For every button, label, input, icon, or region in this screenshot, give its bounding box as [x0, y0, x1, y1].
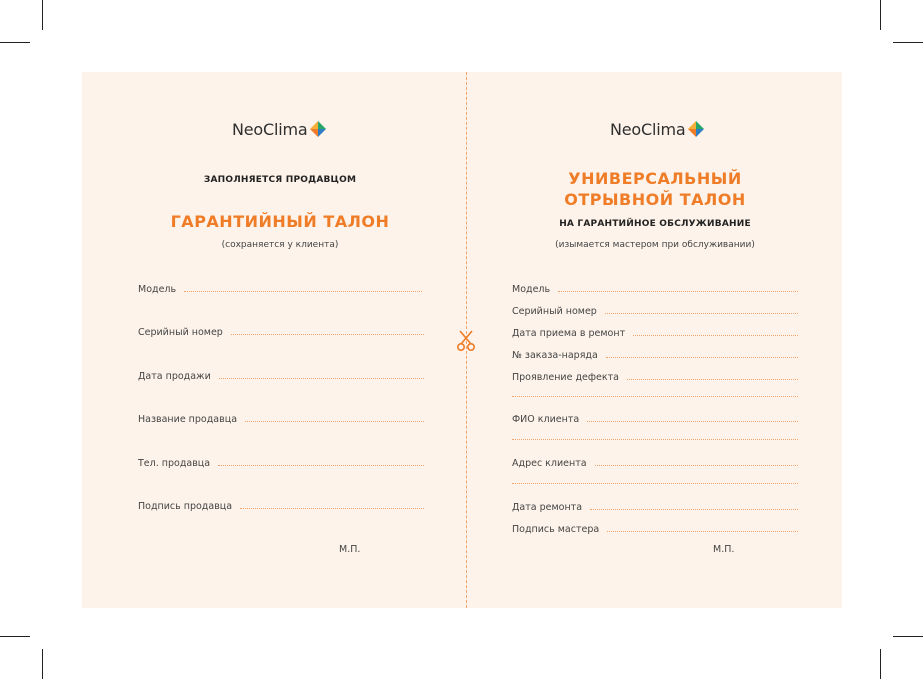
- stamp-placeholder: М.П.: [339, 544, 361, 555]
- field-label: Серийный номер: [512, 306, 597, 317]
- field-label: ФИО клиента: [512, 414, 580, 425]
- field-serial-number[interactable]: [512, 304, 798, 318]
- input-line: [605, 313, 798, 314]
- right-subtitle: (изымается мастером при обслуживании): [555, 240, 755, 250]
- field-seller-phone[interactable]: [138, 456, 424, 470]
- crop-mark: [893, 42, 923, 43]
- field-label: Дата приема в ремонт: [512, 328, 626, 339]
- input-line: [587, 421, 798, 422]
- field-model[interactable]: [138, 282, 422, 296]
- crop-mark: [880, 649, 881, 679]
- field-seller-name[interactable]: [138, 412, 424, 426]
- crop-mark: [0, 636, 30, 637]
- field-label: Подпись мастера: [512, 524, 600, 535]
- scissors-icon: [456, 329, 476, 353]
- filled-by-label: ЗАПОЛНЯЕТСЯ ПРОДАВЦОМ: [203, 175, 357, 185]
- input-line: [240, 508, 424, 509]
- field-label: Дата продажи: [138, 371, 211, 382]
- input-line: [590, 509, 798, 510]
- input-line: [595, 465, 798, 466]
- field-repair-received-date[interactable]: [512, 326, 798, 340]
- field-label: Название продавца: [138, 414, 238, 425]
- field-label: Подпись продавца: [138, 501, 233, 512]
- field-technician-signature[interactable]: [512, 522, 798, 536]
- field-label: Проявление дефекта: [512, 372, 619, 383]
- right-caption: НА ГАРАНТИЙНОЕ ОБСЛУЖИВАНИЕ: [559, 219, 751, 229]
- input-line: [558, 291, 798, 292]
- field-label: Тел. продавца: [138, 458, 211, 469]
- field-model[interactable]: [512, 282, 798, 296]
- extra-input-line[interactable]: [512, 396, 798, 397]
- field-repair-date[interactable]: [512, 500, 798, 514]
- right-title-line2: ОТРЫВНОЙ ТАЛОН: [564, 190, 746, 209]
- right-title-line1: УНИВЕРСАЛЬНЫЙ: [568, 169, 742, 188]
- input-line: [184, 291, 422, 292]
- brand-logo: [232, 118, 326, 140]
- brand-logo: [610, 118, 704, 140]
- neoclima-diamond-icon: [310, 121, 326, 137]
- extra-input-line[interactable]: [512, 483, 798, 484]
- field-defect-description[interactable]: [512, 370, 798, 384]
- field-sale-date[interactable]: [138, 369, 424, 383]
- input-line: [245, 421, 424, 422]
- stamp-placeholder: М.П.: [713, 544, 735, 555]
- input-line: [633, 335, 798, 336]
- field-label: Модель: [138, 284, 177, 295]
- field-seller-signature[interactable]: [138, 499, 424, 513]
- extra-input-line[interactable]: [512, 439, 798, 440]
- field-client-address[interactable]: [512, 456, 798, 470]
- neoclima-diamond-icon: [688, 121, 704, 137]
- field-client-name[interactable]: [512, 412, 798, 426]
- field-label: Адрес клиента: [512, 458, 587, 469]
- left-subtitle: (сохраняется у клиента): [221, 240, 339, 250]
- crop-mark: [42, 0, 43, 30]
- crop-mark: [880, 0, 881, 30]
- crop-mark: [42, 649, 43, 679]
- field-label: № заказа-наряда: [512, 350, 598, 361]
- brand-wordmark: NeoClima: [610, 119, 686, 139]
- field-label: Серийный номер: [138, 327, 223, 338]
- input-line: [231, 334, 424, 335]
- warranty-sheet: [82, 72, 842, 608]
- input-line: [606, 357, 798, 358]
- field-serial-number[interactable]: [138, 325, 424, 339]
- crop-mark: [0, 42, 30, 43]
- input-line: [219, 378, 424, 379]
- field-work-order-number[interactable]: [512, 348, 798, 362]
- crop-mark: [893, 636, 923, 637]
- input-line: [218, 465, 424, 466]
- field-label: Дата ремонта: [512, 502, 583, 513]
- left-title: ГАРАНТИЙНЫЙ ТАЛОН: [170, 212, 390, 231]
- field-label: Модель: [512, 284, 551, 295]
- brand-wordmark: NeoClima: [232, 119, 308, 139]
- input-line: [607, 531, 798, 532]
- input-line: [627, 379, 798, 380]
